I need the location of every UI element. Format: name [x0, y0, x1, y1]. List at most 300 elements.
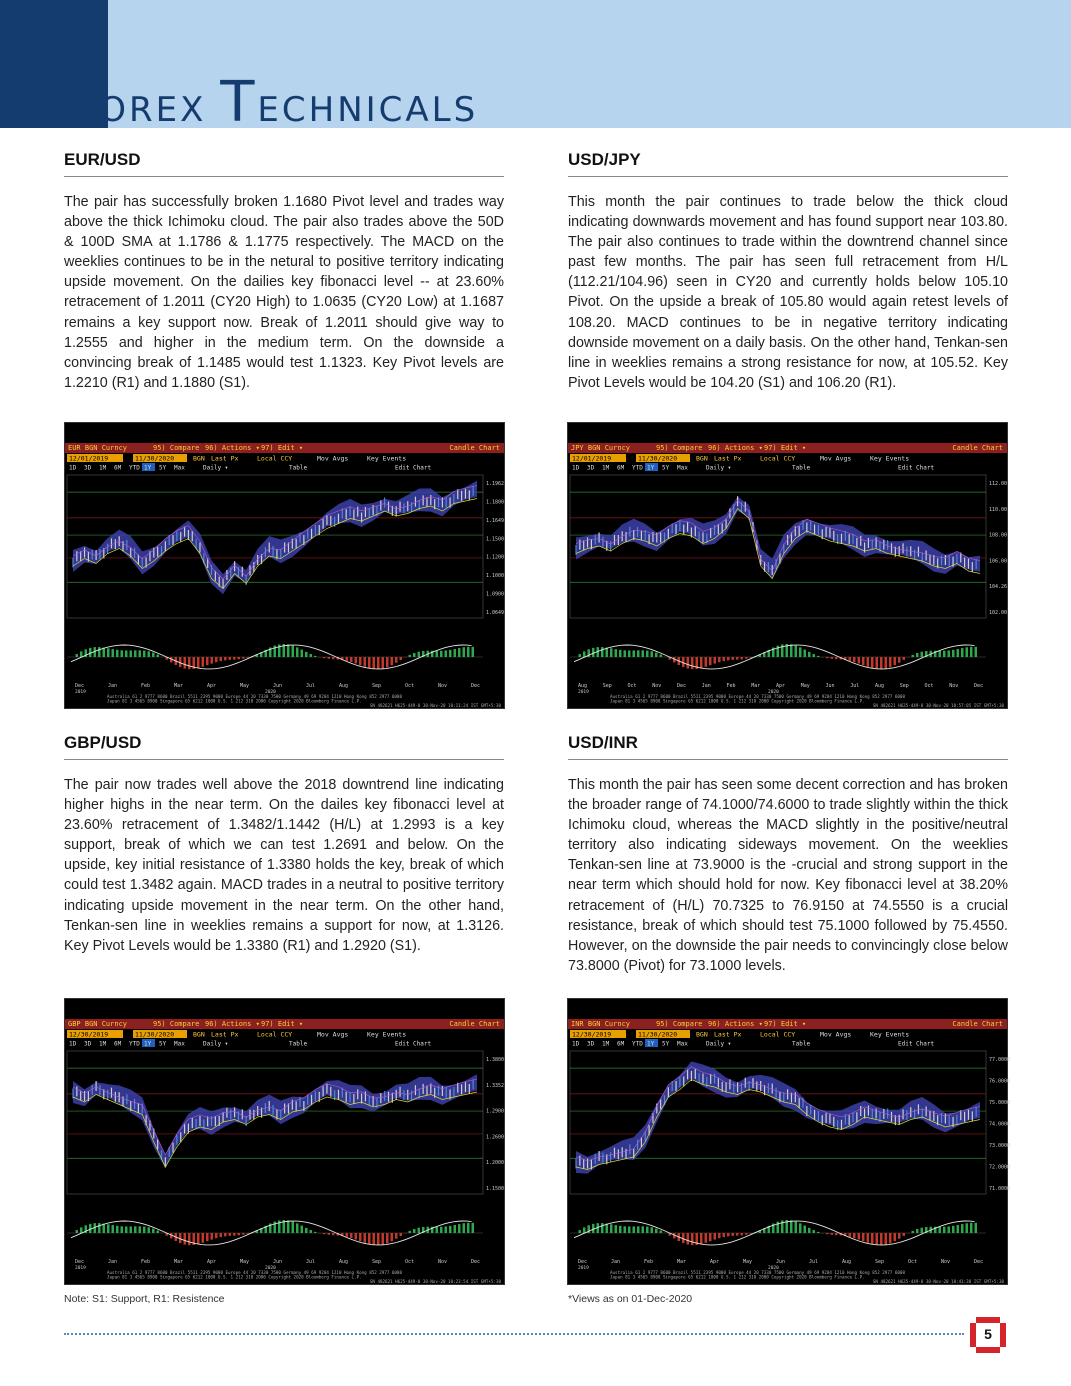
chart-type-label: Candle Chart	[449, 444, 500, 452]
date-to: 11/30/2020	[135, 454, 175, 463]
year-label: 2019	[578, 690, 589, 695]
currency-field: Local CCY	[760, 454, 796, 463]
macd-histogram-bar	[454, 1225, 457, 1233]
macd-histogram-bar	[395, 657, 398, 663]
y-tick-label: 112.00	[989, 481, 1008, 487]
x-tick-label: Mar	[174, 1259, 184, 1265]
macd-histogram-bar	[817, 1232, 820, 1233]
x-tick-label: Feb	[726, 683, 736, 689]
key-events-toggle: Key Events	[367, 1030, 407, 1039]
source-field: BGN	[696, 1030, 708, 1039]
date-to: 11/30/2020	[638, 1030, 678, 1039]
plot-area	[67, 1051, 483, 1194]
chart-type-label: Candle Chart	[449, 1020, 500, 1028]
macd-histogram-bar	[296, 1223, 299, 1233]
macd-histogram-bar	[637, 1226, 640, 1233]
macd-histogram-bar	[139, 1226, 142, 1233]
macd-histogram-bar	[889, 1233, 892, 1243]
year-label: 2020	[768, 1266, 779, 1271]
y-tick-label: 1.1962	[486, 481, 505, 487]
x-tick-label: Aug	[339, 683, 349, 689]
x-tick-label: Dec	[471, 1259, 481, 1265]
chart-type-label: Candle Chart	[952, 1020, 1003, 1028]
period-6m: 6M	[617, 464, 625, 472]
period-1y: 1Y	[144, 464, 152, 472]
x-tick-label: Oct	[405, 683, 415, 689]
macd-histogram-bar	[305, 652, 308, 657]
macd-histogram-bar	[107, 1224, 110, 1233]
macd-histogram-bar	[445, 1226, 448, 1233]
macd-histogram-bar	[157, 654, 160, 657]
macd-histogram-bar	[795, 1222, 798, 1233]
macd-histogram-bar	[790, 1220, 793, 1233]
macd-histogram-bar	[628, 1227, 631, 1233]
edit-chart-button: Edit Chart	[898, 464, 935, 472]
macd-histogram-bar	[894, 1233, 897, 1241]
chart-canvas	[65, 423, 504, 708]
macd-histogram-bar	[449, 1226, 452, 1233]
macd-histogram-bar	[328, 1233, 331, 1235]
section-text: This month the pair has seen some decent correction and has broken the broader range of 74.1000/74.6000 to trade slightly within the thick Ichimoku cloud, whereas the MACD slightly in the positive/neutral territory also indicating sideways movement. On the weeklies Tenkan-sen line at 73.9000 is the -crucial and strong support in the near term which should hold for now. Key fibonacci level at 38.20% retracement of (H/L) 70.7325 to 76.9150 at 74.5550 is a crucial resistance, break of which should test 75.1000 followed by 75.4550. However, on the downside the pair needs to convincingly close below 73.8000 (Pivot) for 73.1000 levels.	[568, 777, 1008, 974]
footer-copyright: Japan 81 3 4565 8900 Singapore 65 6212 1000 U.S. 1 212 318 2000 Copyright 2020 Bloomberg Finance L.P.	[610, 698, 865, 704]
macd-histogram-bar	[750, 1233, 753, 1234]
period-3d: 3D	[84, 1040, 92, 1048]
edit-chart-button: Edit Chart	[395, 1040, 432, 1048]
macd-histogram-bar	[894, 657, 897, 665]
macd-histogram-bar	[804, 1226, 807, 1233]
macd-histogram-bar	[957, 649, 960, 657]
macd-histogram-bar	[970, 1223, 973, 1233]
chart-eurusd	[64, 422, 505, 709]
macd-histogram-bar	[332, 657, 335, 659]
ticker-label: EUR BGN Curncy	[68, 444, 128, 452]
macd-histogram-bar	[332, 1233, 335, 1235]
macd-histogram-bar	[970, 647, 973, 657]
actions-menu: 96) Actions ▾	[708, 1020, 763, 1028]
x-tick-label: Sep	[875, 1259, 885, 1265]
macd-histogram-bar	[651, 1227, 654, 1233]
macd-histogram-bar	[727, 1233, 730, 1236]
macd-histogram-bar	[98, 1223, 101, 1233]
macd-histogram-bar	[624, 650, 627, 657]
macd-histogram-bar	[224, 657, 227, 660]
y-tick-label: 1.3352	[486, 1082, 505, 1089]
macd-histogram-bar	[310, 654, 313, 657]
currency-field: Local CCY	[257, 454, 293, 463]
period-max: Max	[677, 464, 688, 472]
mov-avgs-toggle: Mov Avgs	[820, 1030, 852, 1039]
macd-histogram-bar	[646, 651, 649, 657]
section-title: USD/JPY	[568, 150, 641, 169]
macd-histogram-bar	[943, 651, 946, 657]
period-ytd: YTD	[129, 464, 140, 472]
section-eurusd	[64, 150, 504, 393]
macd-histogram-bar	[409, 1231, 412, 1233]
x-tick-label: Nov	[941, 1259, 951, 1265]
macd-histogram-bar	[157, 1230, 160, 1233]
y-tick-label: 110.00	[989, 506, 1008, 513]
footer-copyright: Japan 81 3 4565 8900 Singapore 65 6212 1000 U.S. 1 212 318 2000 Copyright 2020 Bloomberg Finance L.P.	[107, 1274, 362, 1280]
macd-histogram-bar	[898, 1233, 901, 1239]
macd-histogram-bar	[233, 1233, 236, 1236]
macd-histogram-bar	[642, 1226, 645, 1233]
macd-histogram-bar	[377, 657, 380, 669]
macd-histogram-bar	[287, 1220, 290, 1233]
period-ytd: YTD	[632, 464, 643, 472]
x-tick-label: Jul	[306, 683, 316, 689]
x-tick-label: Dec	[974, 683, 984, 689]
macd-histogram-bar	[619, 1226, 622, 1233]
section-text: The pair has successfully broken 1.1680 Pivot level and trades way above the thick Ichimoku cloud. The pair also trades above the 50D & 100D SMA at 1.1786 & 1.1775 respectively. The MACD on the weeklies continues to be in the netural to positive territory indicating upside movement. On the dailies key fibonacci level -- at 23.60% retracement of 1.2011 (CY20 High) to 1.0635 (CY20 Low) at 1.1687 remains a key support now. Break of 1.2011 should give way to 1.2555 and higher in the medium term. On the downside a convincing break of 1.1485 would test 1.1323. Key Pivot levels are 1.2210 (R1) and 1.1880 (S1).	[64, 194, 504, 391]
macd-histogram-bar	[152, 1229, 155, 1233]
footer-timestamp: SN 482621 H625-449-0 30-Nov-20 10:23:54 IST GMT+5:30	[369, 1279, 501, 1284]
macd-histogram-bar	[377, 1233, 380, 1245]
macd-histogram-bar	[709, 1233, 712, 1241]
macd-histogram-bar	[619, 650, 622, 657]
chart-canvas	[568, 999, 1011, 1284]
macd-histogram-bar	[799, 647, 802, 657]
macd-histogram-bar	[961, 648, 964, 657]
macd-histogram-bar	[382, 657, 385, 669]
macd-histogram-bar	[795, 646, 798, 657]
macd-histogram-bar	[80, 651, 83, 657]
chart-type-label: Candle Chart	[952, 444, 1003, 452]
macd-histogram-bar	[107, 648, 110, 657]
edit-menu: 97) Edit ▾	[764, 444, 807, 452]
section-gbpusd	[64, 733, 504, 956]
macd-histogram-bar	[287, 644, 290, 657]
section-usdinr	[568, 733, 1008, 976]
x-tick-label: Sep	[602, 683, 612, 689]
macd-histogram-bar	[799, 1223, 802, 1233]
x-tick-label: Sep	[899, 683, 909, 689]
macd-histogram-bar	[350, 1233, 353, 1238]
macd-histogram-bar	[939, 651, 942, 657]
x-tick-label: Sep	[372, 1259, 382, 1265]
x-tick-label: Jun	[825, 683, 835, 689]
macd-histogram-bar	[202, 657, 205, 667]
macd-histogram-bar	[583, 651, 586, 657]
macd-histogram-bar	[921, 652, 924, 657]
period-1d: 1D	[572, 464, 580, 472]
period-3d: 3D	[587, 1040, 595, 1048]
macd-histogram-bar	[382, 1233, 385, 1245]
macd-histogram-bar	[745, 1233, 748, 1235]
macd-histogram-bar	[826, 657, 829, 658]
period-1d: 1D	[572, 1040, 580, 1048]
macd-histogram-bar	[808, 652, 811, 657]
y-tick-label: 1.2000	[486, 1160, 505, 1167]
macd-histogram-bar	[849, 1233, 852, 1237]
edit-menu: 97) Edit ▾	[764, 1020, 807, 1028]
macd-histogram-bar	[409, 655, 412, 657]
macd-histogram-bar	[418, 652, 421, 657]
x-tick-label: Nov	[652, 683, 662, 689]
macd-histogram-bar	[413, 653, 416, 657]
macd-histogram-bar	[436, 651, 439, 657]
x-tick-label: Jul	[306, 1259, 316, 1265]
macd-histogram-bar	[885, 657, 888, 669]
x-tick-label: Dec	[677, 683, 687, 689]
macd-histogram-bar	[628, 651, 631, 657]
macd-histogram-bar	[790, 644, 793, 657]
frequency-select: Daily ▾	[203, 464, 229, 472]
x-tick-label: May	[240, 683, 250, 689]
x-tick-label: Feb	[141, 683, 151, 689]
macd-histogram-bar	[440, 1227, 443, 1233]
date-from: 12/30/2019	[572, 1030, 612, 1039]
macd-histogram-bar	[655, 653, 658, 657]
ticker-label: GBP BGN Curncy	[68, 1020, 128, 1028]
x-tick-label: Apr	[776, 683, 786, 689]
macd-histogram-bar	[975, 1223, 978, 1233]
edit-chart-button: Edit Chart	[395, 464, 432, 472]
x-tick-label: Aug	[875, 683, 885, 689]
macd-histogram-bar	[463, 647, 466, 657]
footer-contacts: Australia 61 2 9777 8600 Brazil 5511 2395 9000 Europe 44 20 7330 7500 Germany 49 69 9204 1210 Hong Kong 852 2977 6000	[107, 1270, 402, 1275]
macd-histogram-bar	[952, 650, 955, 657]
edit-menu: 97) Edit ▾	[261, 1020, 304, 1028]
frequency-select: Daily ▾	[203, 1040, 229, 1048]
x-tick-label: Dec	[75, 683, 85, 689]
macd-histogram-bar	[229, 657, 232, 660]
table-toggle: Table	[289, 464, 308, 472]
macd-histogram-bar	[323, 1233, 326, 1234]
x-tick-label: Oct	[908, 1259, 918, 1265]
macd-histogram-bar	[143, 1227, 146, 1233]
section-title: GBP/USD	[64, 733, 142, 752]
period-5y: 5Y	[159, 1040, 167, 1048]
x-tick-label: Apr	[207, 683, 217, 689]
period-1d: 1D	[69, 1040, 77, 1048]
x-tick-label: Mar	[677, 1259, 687, 1265]
macd-histogram-bar	[592, 648, 595, 657]
macd-histogram-bar	[687, 657, 690, 669]
macd-histogram-bar	[112, 649, 115, 657]
plot-area	[570, 1051, 986, 1194]
table-toggle: Table	[289, 1040, 308, 1048]
macd-histogram-bar	[642, 650, 645, 657]
macd-histogram-bar	[346, 657, 349, 661]
macd-histogram-bar	[853, 657, 856, 662]
y-tick-label: 76.0000	[989, 1078, 1011, 1085]
macd-histogram-bar	[952, 1226, 955, 1233]
macd-histogram-bar	[736, 657, 739, 660]
macd-histogram-bar	[727, 657, 730, 660]
date-from: 12/01/2019	[69, 454, 109, 463]
macd-histogram-bar	[813, 1230, 816, 1233]
edit-chart-button: Edit Chart	[898, 1040, 935, 1048]
chart-canvas	[65, 999, 504, 1284]
x-tick-label: Apr	[207, 1259, 217, 1265]
period-6m: 6M	[114, 1040, 122, 1048]
macd-histogram-bar	[220, 657, 223, 661]
macd-histogram-bar	[188, 657, 191, 669]
x-tick-label: Oct	[924, 683, 934, 689]
period-5y: 5Y	[662, 1040, 670, 1048]
period-ytd: YTD	[632, 1040, 643, 1048]
period-6m: 6M	[617, 1040, 625, 1048]
y-tick-label: 1.1200	[486, 554, 505, 561]
macd-histogram-bar	[247, 657, 250, 658]
macd-histogram-bar	[134, 650, 137, 657]
y-tick-label: 1.2900	[486, 1108, 505, 1115]
macd-histogram-bar	[355, 1233, 358, 1239]
x-tick-label: May	[743, 1259, 753, 1265]
macd-histogram-bar	[579, 1230, 582, 1233]
actions-menu: 96) Actions ▾	[708, 444, 763, 452]
macd-histogram-bar	[853, 1233, 856, 1238]
header-banner	[0, 0, 1071, 135]
macd-histogram-bar	[454, 649, 457, 657]
chart-gbpusd	[64, 998, 505, 1285]
period-1y: 1Y	[144, 1040, 152, 1048]
chart-usdjpy	[567, 422, 1008, 709]
section-usdjpy	[568, 150, 1008, 393]
x-tick-label: Jun	[776, 1259, 786, 1265]
mov-avgs-toggle: Mov Avgs	[820, 454, 852, 463]
macd-histogram-bar	[718, 657, 721, 662]
macd-histogram-bar	[898, 657, 901, 663]
price-field: Last Px	[211, 454, 239, 463]
section-text: The pair now trades well above the 2018 downtrend line indicating higher highs in the near term. On the dailes key fibonacci level at 23.60% retracement of 1.3482/1.1442 (H/L) at 1.2993 is a key support, break of which we can test 1.2691 and below. On the upside, key initial resistance of 1.3380 holds the key, break of which could test 1.3482 again. MACD trades in a neutral to positive territory indicating upside movement in the near term. On the other hand, Tenkan-sen line in weeklies remains a support for now, at 1.3126. Key Pivot Levels would be 1.3380 (R1) and 1.2920 (S1).	[64, 777, 504, 954]
y-tick-label: 106.00	[989, 558, 1008, 565]
macd-histogram-bar	[948, 1226, 951, 1233]
macd-histogram-bar	[467, 1223, 470, 1233]
macd-histogram-bar	[445, 650, 448, 657]
macd-histogram-bar	[831, 657, 834, 659]
macd-histogram-bar	[723, 657, 726, 661]
y-tick-label: 104.26	[989, 584, 1008, 591]
macd-histogram-bar	[76, 1230, 79, 1233]
macd-histogram-bar	[395, 1233, 398, 1239]
period-1m: 1M	[99, 1040, 107, 1048]
macd-histogram-bar	[876, 657, 879, 669]
chart-usdinr	[567, 998, 1011, 1285]
macd-histogram-bar	[741, 1233, 744, 1235]
period-1m: 1M	[99, 464, 107, 472]
edit-menu: 97) Edit ▾	[261, 444, 304, 452]
macd-histogram-bar	[903, 657, 906, 660]
x-tick-label: May	[240, 1259, 250, 1265]
y-tick-label: 102.00	[989, 610, 1008, 616]
currency-field: Local CCY	[257, 1030, 293, 1039]
macd-histogram-bar	[148, 651, 151, 657]
footer-dotted-rule	[64, 1333, 964, 1335]
macd-histogram-bar	[134, 1226, 137, 1233]
macd-histogram-bar	[130, 1226, 133, 1233]
macd-histogram-bar	[709, 657, 712, 665]
period-1m: 1M	[602, 464, 610, 472]
macd-histogram-bar	[346, 1233, 349, 1237]
macd-histogram-bar	[116, 1226, 119, 1233]
footer-contacts: Australia 61 2 9777 8600 Brazil 5511 2395 9000 Europe 44 20 7330 7500 Germany 49 69 9204 1210 Hong Kong 852 2977 6000	[610, 694, 905, 699]
macd-histogram-bar	[916, 1229, 919, 1233]
macd-histogram-bar	[314, 1232, 317, 1233]
macd-histogram-bar	[400, 657, 403, 660]
y-tick-label: 1.0900	[486, 591, 505, 598]
macd-histogram-bar	[130, 650, 133, 657]
y-tick-label: 1.3800	[486, 1057, 505, 1063]
key-events-toggle: Key Events	[367, 454, 407, 463]
source-field: BGN	[193, 1030, 205, 1039]
macd-histogram-bar	[323, 657, 326, 658]
y-tick-label: 1.0649	[486, 610, 505, 616]
macd-histogram-bar	[211, 657, 214, 664]
x-tick-label: Jan	[701, 683, 711, 689]
footer-timestamp: SN 482621 H625-449-0 30-Nov-20 10:11:24 IST GMT+5:30	[369, 703, 501, 708]
footnote-left: Note: S1: Support, R1: Resistence	[64, 1293, 225, 1305]
date-to: 11/30/2020	[135, 1030, 175, 1039]
macd-histogram-bar	[651, 651, 654, 657]
year-label: 2020	[265, 1266, 276, 1271]
macd-histogram-bar	[400, 1233, 403, 1236]
period-1m: 1M	[602, 1040, 610, 1048]
key-events-toggle: Key Events	[870, 1030, 910, 1039]
section-divider	[568, 759, 1008, 760]
currency-field: Local CCY	[760, 1030, 796, 1039]
macd-histogram-bar	[202, 1233, 205, 1243]
period-1y: 1Y	[647, 464, 655, 472]
x-tick-label: Dec	[974, 1259, 984, 1265]
period-5y: 5Y	[159, 464, 167, 472]
macd-histogram-bar	[184, 657, 187, 669]
year-label: 2019	[75, 690, 86, 695]
macd-histogram-bar	[224, 1233, 227, 1236]
macd-histogram-bar	[579, 654, 582, 657]
macd-histogram-bar	[646, 1227, 649, 1233]
macd-histogram-bar	[916, 653, 919, 657]
y-tick-label: 73.0000	[989, 1143, 1011, 1149]
macd-histogram-bar	[125, 651, 128, 657]
macd-histogram-bar	[966, 1223, 969, 1233]
y-tick-label: 108.00	[989, 532, 1008, 539]
y-tick-label: 1.1800	[486, 499, 505, 506]
footer-copyright: Japan 81 3 4565 8900 Singapore 65 6212 1000 U.S. 1 212 318 2000 Copyright 2020 Bloomberg Finance L.P.	[610, 1274, 865, 1280]
year-label: 2020	[768, 690, 779, 695]
source-field: BGN	[696, 454, 708, 463]
period-6m: 6M	[114, 464, 122, 472]
x-tick-label: May	[800, 683, 810, 689]
macd-histogram-bar	[125, 1227, 128, 1233]
macd-histogram-bar	[373, 657, 376, 669]
footer-contacts: Australia 61 2 9777 8600 Brazil 5511 2395 9000 Europe 44 20 7330 7500 Germany 49 69 9204 1210 Hong Kong 852 2977 6000	[107, 694, 402, 699]
macd-histogram-bar	[373, 1233, 376, 1245]
x-tick-label: Apr	[710, 1259, 720, 1265]
macd-histogram-bar	[876, 1233, 879, 1245]
macd-histogram-bar	[943, 1227, 946, 1233]
macd-histogram-bar	[921, 1228, 924, 1233]
page-number: 5	[984, 1326, 992, 1342]
macd-histogram-bar	[463, 1223, 466, 1233]
macd-histogram-bar	[880, 657, 883, 669]
macd-histogram-bar	[867, 1233, 870, 1243]
macd-histogram-bar	[804, 650, 807, 657]
macd-histogram-bar	[206, 657, 209, 665]
macd-histogram-bar	[691, 657, 694, 669]
macd-histogram-bar	[310, 1230, 313, 1233]
macd-histogram-bar	[368, 657, 371, 668]
section-text: This month the pair continues to trade below the thick cloud indicating downwards movement and has found support near 103.80. The pair also continues to trade within the downtrend channel since past few months. The pair has seen full retracement from H/L (112.21/104.96) seen in CY20 and currently holds below 105.10 Pivot. On the upside a break of 105.80 would again retest levels of 108.20. MACD continues to be in negative territory indicating downside movement on a daily basis. On the other hand, Tenkan-sen line in weeklies remains a strong resistance for now, at 105.52. Key Pivot Levels would be 104.20 (S1) and 106.20 (R1).	[568, 194, 1008, 391]
macd-histogram-bar	[242, 657, 245, 659]
macd-histogram-bar	[440, 651, 443, 657]
macd-histogram-bar	[655, 1229, 658, 1233]
macd-histogram-bar	[903, 1233, 906, 1236]
macd-histogram-bar	[305, 1228, 308, 1233]
macd-histogram-bar	[732, 1233, 735, 1236]
macd-histogram-bar	[637, 650, 640, 657]
macd-histogram-bar	[211, 1233, 214, 1240]
